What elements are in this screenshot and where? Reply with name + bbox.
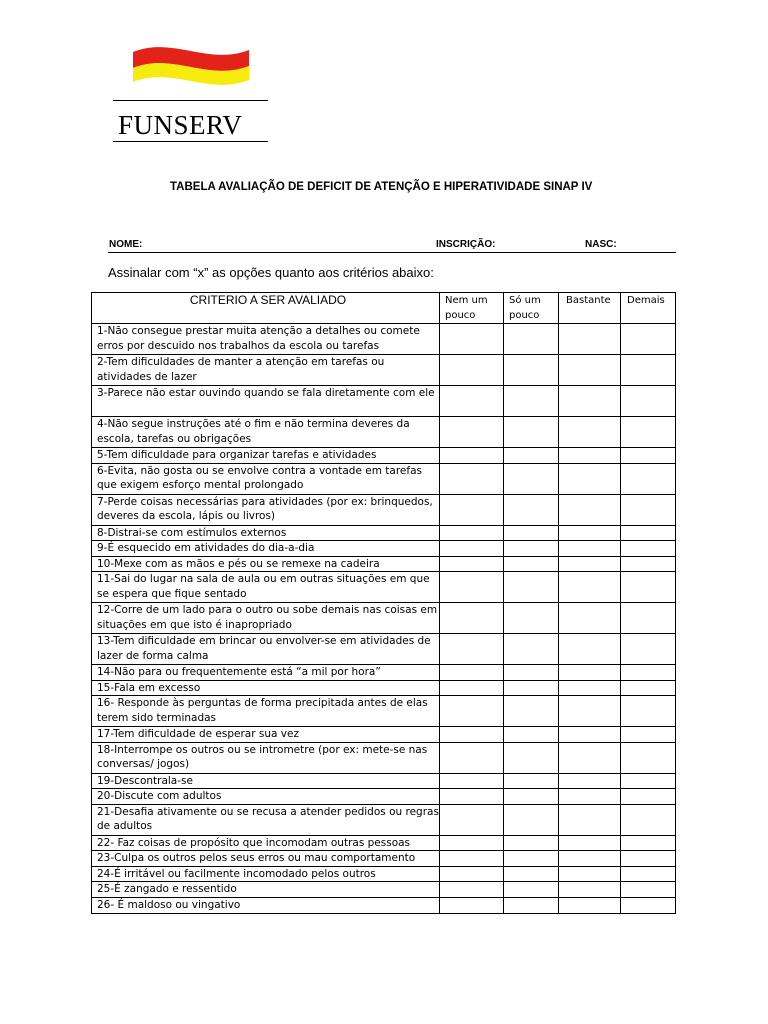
table-row bbox=[92, 448, 676, 464]
answer-cell-bastante[interactable] bbox=[559, 386, 621, 417]
criterion-text: 19-Descontrala-se bbox=[92, 773, 440, 789]
nasc-field-label: NASC: bbox=[585, 239, 617, 250]
answer-cell-nem-um-pouco[interactable] bbox=[440, 324, 504, 355]
answer-cell-bastante[interactable] bbox=[559, 851, 621, 867]
answer-cell-nem-um-pouco[interactable] bbox=[440, 541, 504, 557]
evaluation-table bbox=[91, 292, 676, 914]
answer-cell-bastante[interactable] bbox=[559, 897, 621, 913]
answer-cell-so-um-pouco[interactable] bbox=[504, 804, 559, 835]
answer-cell-nem-um-pouco[interactable] bbox=[440, 851, 504, 867]
answer-cell-demais[interactable] bbox=[621, 665, 676, 681]
answer-cell-so-um-pouco[interactable] bbox=[504, 355, 559, 386]
answer-cell-so-um-pouco[interactable] bbox=[504, 665, 559, 681]
answer-cell-demais[interactable] bbox=[621, 572, 676, 603]
answer-cell-demais[interactable] bbox=[621, 851, 676, 867]
answer-cell-nem-um-pouco[interactable] bbox=[440, 897, 504, 913]
answer-cell-so-um-pouco[interactable] bbox=[504, 742, 559, 773]
answer-cell-bastante[interactable] bbox=[559, 463, 621, 494]
table-row bbox=[92, 727, 676, 743]
inscricao-field-label: INSCRIÇÃO: bbox=[436, 239, 496, 250]
answer-cell-demais[interactable] bbox=[621, 324, 676, 355]
answer-cell-demais[interactable] bbox=[621, 696, 676, 727]
answer-cell-so-um-pouco[interactable] bbox=[504, 463, 559, 494]
answer-cell-so-um-pouco[interactable] bbox=[504, 882, 559, 898]
answer-cell-bastante[interactable] bbox=[559, 804, 621, 835]
table-row bbox=[92, 742, 676, 773]
answer-cell-bastante[interactable] bbox=[559, 882, 621, 898]
table-row bbox=[92, 835, 676, 851]
answer-cell-nem-um-pouco[interactable] bbox=[440, 603, 504, 634]
table-row bbox=[92, 696, 676, 727]
criterion-text: 18-Interrompe os outros ou se intrometre (por ex: mete-se nas conversas/ jogos) bbox=[92, 742, 440, 773]
table-row bbox=[92, 603, 676, 634]
answer-cell-nem-um-pouco[interactable] bbox=[440, 417, 504, 448]
answer-cell-demais[interactable] bbox=[621, 882, 676, 898]
answer-cell-demais[interactable] bbox=[621, 386, 676, 417]
answer-cell-so-um-pouco[interactable] bbox=[504, 835, 559, 851]
answer-cell-nem-um-pouco[interactable] bbox=[440, 525, 504, 541]
answer-cell-bastante[interactable] bbox=[559, 789, 621, 805]
criterion-text: 20-Discute com adultos bbox=[92, 789, 440, 805]
answer-cell-nem-um-pouco[interactable] bbox=[440, 665, 504, 681]
answer-cell-nem-um-pouco[interactable] bbox=[440, 386, 504, 417]
answer-cell-bastante[interactable] bbox=[559, 835, 621, 851]
answer-cell-nem-um-pouco[interactable] bbox=[440, 494, 504, 525]
table-row bbox=[92, 324, 676, 355]
criterio-header: CRITERIO A SER AVALIADO bbox=[92, 293, 440, 324]
table-row bbox=[92, 773, 676, 789]
criterion-text: 21-Desafia ativamente ou se recusa a atender pedidos ou regras de adultos bbox=[92, 804, 440, 835]
identification-line bbox=[108, 238, 676, 253]
logo-rule-top bbox=[113, 100, 268, 101]
criterion-text: 2-Tem dificuldades de manter a atenção em tarefas ou atividades de lazer bbox=[92, 355, 440, 386]
answer-cell-bastante[interactable] bbox=[559, 494, 621, 525]
criterion-text: 16- Responde às perguntas de forma precipitada antes de elas terem sido terminadas bbox=[92, 696, 440, 727]
answer-cell-bastante[interactable] bbox=[559, 556, 621, 572]
criterion-text: 6-Evita, não gosta ou se envolve contra a vontade em tarefas que exigem esforço mental prolongado bbox=[92, 463, 440, 494]
answer-cell-nem-um-pouco[interactable] bbox=[440, 448, 504, 464]
table-row bbox=[92, 463, 676, 494]
answer-cell-so-um-pouco[interactable] bbox=[504, 696, 559, 727]
criterion-text: 1-Não consegue prestar muita atenção a detalhes ou comete erros por descuido nos trabalhos da escola ou tarefas bbox=[92, 324, 440, 355]
criterion-text: 25-É zangado e ressentido bbox=[92, 882, 440, 898]
answer-cell-so-um-pouco[interactable] bbox=[504, 727, 559, 743]
answer-cell-demais[interactable] bbox=[621, 556, 676, 572]
answer-cell-bastante[interactable] bbox=[559, 866, 621, 882]
criterion-text: 15-Fala em excesso bbox=[92, 680, 440, 696]
answer-cell-demais[interactable] bbox=[621, 773, 676, 789]
answer-cell-bastante[interactable] bbox=[559, 634, 621, 665]
table-row bbox=[92, 882, 676, 898]
criterion-text: 23-Culpa os outros pelos seus erros ou mau comportamento bbox=[92, 851, 440, 867]
table-row bbox=[92, 804, 676, 835]
table-row bbox=[92, 386, 676, 417]
answer-cell-demais[interactable] bbox=[621, 541, 676, 557]
answer-cell-bastante[interactable] bbox=[559, 665, 621, 681]
answer-cell-bastante[interactable] bbox=[559, 680, 621, 696]
table-header-row bbox=[92, 293, 676, 324]
criterion-text: 14-Não para ou frequentemente está “a mil por hora” bbox=[92, 665, 440, 681]
table-row bbox=[92, 634, 676, 665]
nome-field-label: NOME: bbox=[109, 239, 143, 250]
answer-cell-bastante[interactable] bbox=[559, 773, 621, 789]
answer-cell-demais[interactable] bbox=[621, 463, 676, 494]
table-row bbox=[92, 355, 676, 386]
answer-cell-so-um-pouco[interactable] bbox=[504, 525, 559, 541]
answer-cell-nem-um-pouco[interactable] bbox=[440, 727, 504, 743]
answer-cell-bastante[interactable] bbox=[559, 727, 621, 743]
answer-cell-demais[interactable] bbox=[621, 789, 676, 805]
answer-cell-nem-um-pouco[interactable] bbox=[440, 680, 504, 696]
answer-cell-demais[interactable] bbox=[621, 634, 676, 665]
answer-cell-nem-um-pouco[interactable] bbox=[440, 773, 504, 789]
answer-cell-bastante[interactable] bbox=[559, 572, 621, 603]
answer-cell-so-um-pouco[interactable] bbox=[504, 386, 559, 417]
table-row bbox=[92, 417, 676, 448]
option-header-bastante: Bastante bbox=[559, 293, 621, 324]
answer-cell-bastante[interactable] bbox=[559, 696, 621, 727]
answer-cell-so-um-pouco[interactable] bbox=[504, 851, 559, 867]
answer-cell-nem-um-pouco[interactable] bbox=[440, 696, 504, 727]
answer-cell-so-um-pouco[interactable] bbox=[504, 572, 559, 603]
answer-cell-nem-um-pouco[interactable] bbox=[440, 882, 504, 898]
answer-cell-so-um-pouco[interactable] bbox=[504, 448, 559, 464]
answer-cell-bastante[interactable] bbox=[559, 448, 621, 464]
answer-cell-nem-um-pouco[interactable] bbox=[440, 866, 504, 882]
answer-cell-so-um-pouco[interactable] bbox=[504, 494, 559, 525]
answer-cell-demais[interactable] bbox=[621, 355, 676, 386]
answer-cell-demais[interactable] bbox=[621, 603, 676, 634]
criterion-text: 22- Faz coisas de propósito que incomodam outras pessoas bbox=[92, 835, 440, 851]
criterion-text: 17-Tem dificuldade de esperar sua vez bbox=[92, 727, 440, 743]
criterion-text: 5-Tem dificuldade para organizar tarefas e atividades bbox=[92, 448, 440, 464]
logo-text: FUNSERV bbox=[118, 110, 243, 140]
criterion-text: 3-Parece não estar ouvindo quando se fala diretamente com ele bbox=[92, 386, 440, 417]
table-row bbox=[92, 556, 676, 572]
answer-cell-nem-um-pouco[interactable] bbox=[440, 789, 504, 805]
answer-cell-nem-um-pouco[interactable] bbox=[440, 742, 504, 773]
option-header-demais: Demais bbox=[621, 293, 676, 324]
answer-cell-demais[interactable] bbox=[621, 525, 676, 541]
table-row bbox=[92, 680, 676, 696]
answer-cell-nem-um-pouco[interactable] bbox=[440, 634, 504, 665]
answer-cell-bastante[interactable] bbox=[559, 603, 621, 634]
answer-cell-so-um-pouco[interactable] bbox=[504, 556, 559, 572]
answer-cell-so-um-pouco[interactable] bbox=[504, 603, 559, 634]
answer-cell-so-um-pouco[interactable] bbox=[504, 773, 559, 789]
answer-cell-nem-um-pouco[interactable] bbox=[440, 556, 504, 572]
answer-cell-bastante[interactable] bbox=[559, 355, 621, 386]
answer-cell-so-um-pouco[interactable] bbox=[504, 417, 559, 448]
instruction-text: Assinalar com “x” as opções quanto aos critérios abaixo: bbox=[108, 265, 434, 280]
table-row bbox=[92, 541, 676, 557]
answer-cell-bastante[interactable] bbox=[559, 525, 621, 541]
answer-cell-demais[interactable] bbox=[621, 897, 676, 913]
answer-cell-nem-um-pouco[interactable] bbox=[440, 572, 504, 603]
criterion-text: 11-Sai do lugar na sala de aula ou em outras situações em que se espera que fique sentado bbox=[92, 572, 440, 603]
criterion-text: 24-É irritável ou facilmente incomodado pelos outros bbox=[92, 866, 440, 882]
criterion-text: 4-Não segue instruções até o fim e não termina deveres da escola, tarefas ou obrigações bbox=[92, 417, 440, 448]
table-row bbox=[92, 866, 676, 882]
answer-cell-bastante[interactable] bbox=[559, 742, 621, 773]
answer-cell-demais[interactable] bbox=[621, 680, 676, 696]
answer-cell-nem-um-pouco[interactable] bbox=[440, 463, 504, 494]
answer-cell-demais[interactable] bbox=[621, 494, 676, 525]
answer-cell-nem-um-pouco[interactable] bbox=[440, 835, 504, 851]
criterion-text: 8-Distrai-se com estímulos externos bbox=[92, 525, 440, 541]
funserv-flag-logo bbox=[113, 44, 269, 100]
table-row bbox=[92, 525, 676, 541]
answer-cell-so-um-pouco[interactable] bbox=[504, 866, 559, 882]
answer-cell-bastante[interactable] bbox=[559, 417, 621, 448]
logo-rule-bottom bbox=[113, 141, 268, 142]
answer-cell-demais[interactable] bbox=[621, 417, 676, 448]
criterion-text: 26- É maldoso ou vingativo bbox=[92, 897, 440, 913]
table-row bbox=[92, 789, 676, 805]
table-row bbox=[92, 851, 676, 867]
criterion-text: 13-Tem dificuldade em brincar ou envolver-se em atividades de lazer de forma calma bbox=[92, 634, 440, 665]
answer-cell-so-um-pouco[interactable] bbox=[504, 789, 559, 805]
criterion-text: 7-Perde coisas necessárias para atividades (por ex: brinquedos, deveres da escola, lápis ou livros) bbox=[92, 494, 440, 525]
answer-cell-so-um-pouco[interactable] bbox=[504, 897, 559, 913]
document-title: TABELA AVALIAÇÃO DE DEFICIT DE ATENÇÃO E HIPERATIVIDADE SINAP IV bbox=[170, 181, 593, 193]
criterion-text: 12-Corre de um lado para o outro ou sobe demais nas coisas em situações em que isto é inapropriado bbox=[92, 603, 440, 634]
table-row bbox=[92, 665, 676, 681]
answer-cell-demais[interactable] bbox=[621, 448, 676, 464]
answer-cell-demais[interactable] bbox=[621, 835, 676, 851]
answer-cell-demais[interactable] bbox=[621, 727, 676, 743]
answer-cell-nem-um-pouco[interactable] bbox=[440, 355, 504, 386]
answer-cell-so-um-pouco[interactable] bbox=[504, 680, 559, 696]
option-header-so-um-pouco: Só um pouco bbox=[504, 293, 559, 324]
answer-cell-demais[interactable] bbox=[621, 742, 676, 773]
answer-cell-bastante[interactable] bbox=[559, 324, 621, 355]
table-row bbox=[92, 897, 676, 913]
answer-cell-so-um-pouco[interactable] bbox=[504, 541, 559, 557]
table-row bbox=[92, 494, 676, 525]
criterion-text: 10-Mexe com as mãos e pés ou se remexe na cadeira bbox=[92, 556, 440, 572]
answer-cell-nem-um-pouco[interactable] bbox=[440, 804, 504, 835]
answer-cell-demais[interactable] bbox=[621, 866, 676, 882]
option-header-nem-um-pouco: Nem um pouco bbox=[440, 293, 504, 324]
answer-cell-bastante[interactable] bbox=[559, 541, 621, 557]
answer-cell-so-um-pouco[interactable] bbox=[504, 324, 559, 355]
answer-cell-demais[interactable] bbox=[621, 804, 676, 835]
table-row bbox=[92, 572, 676, 603]
criterion-text: 9-É esquecido em atividades do dia-a-dia bbox=[92, 541, 440, 557]
answer-cell-so-um-pouco[interactable] bbox=[504, 634, 559, 665]
